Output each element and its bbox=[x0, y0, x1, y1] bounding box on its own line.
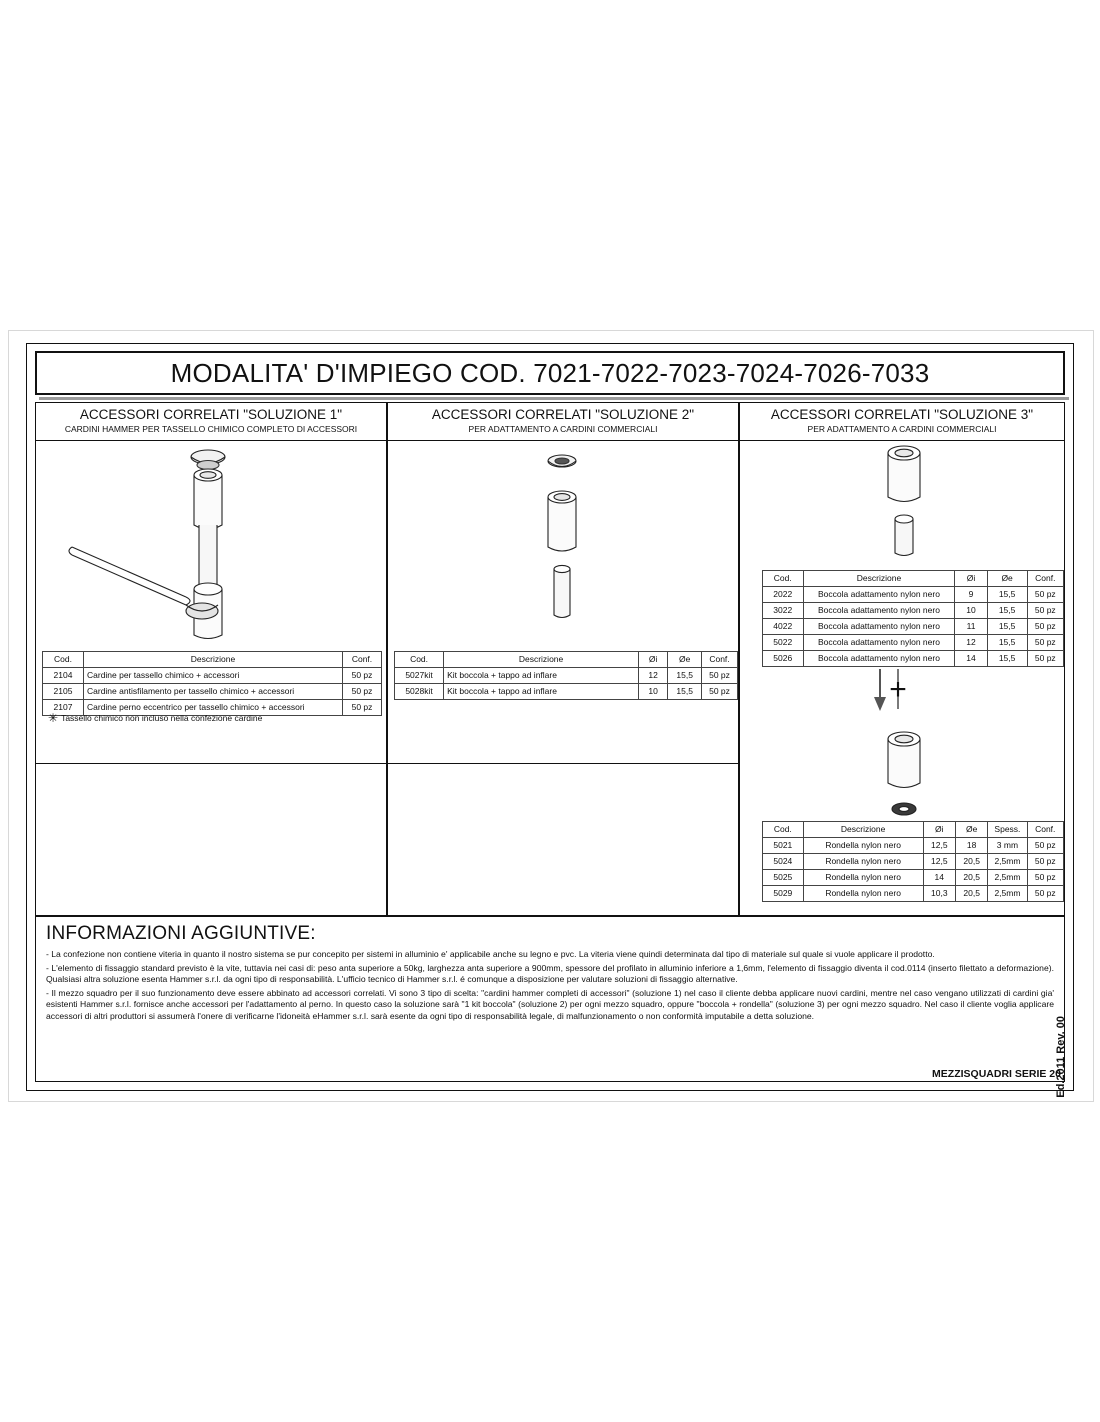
title-shadow bbox=[39, 397, 1069, 400]
cell-conf: 50 pz bbox=[1027, 854, 1063, 870]
cell-diam-est: 20,5 bbox=[955, 886, 987, 902]
info-title: INFORMAZIONI AGGIUNTIVE: bbox=[46, 923, 316, 944]
cell-descrizione: Boccola adattamento nylon nero bbox=[803, 635, 955, 651]
solution-2-divider bbox=[388, 763, 738, 764]
cell-conf: 50 pz bbox=[1027, 838, 1063, 854]
table-row bbox=[43, 684, 382, 700]
solution-2-header bbox=[388, 403, 738, 441]
cell-conf: 50 pz bbox=[702, 684, 738, 700]
table-row bbox=[43, 668, 382, 684]
cell-diam-est: 15,5 bbox=[987, 635, 1027, 651]
solution-1-heading: ACCESSORI CORRELATI "SOLUZIONE 1" bbox=[79, 407, 343, 422]
cell-diam-int: 14 bbox=[955, 651, 987, 667]
cell-cod: 2104 bbox=[43, 668, 84, 684]
cell-descrizione: Boccola adattamento nylon nero bbox=[803, 603, 955, 619]
col-descrizione: Descrizione bbox=[803, 822, 923, 838]
info-paragraph-2: - L'elemento di fissaggio standard previsto è la vite, tuttavia nei casi di: peso anta superiore a 50kg, larghezza anta superiore a 900mm, spessore del profilato in alluminio inferiore a 1,6mm, l'elemento di fissaggio diventa il cod.0114 (inserto filettato a deformazione). Qualsiasi altra soluzione esenta Hammer s.r.l. da ogni tipo di responsabilità. L'ufficio tecnico di Hammer s.r.l. é comunque a disposizione per valutare soluzioni di fissaggio alternative. bbox=[46, 962, 1054, 985]
table-row bbox=[395, 668, 738, 684]
cell-diam-est: 15,5 bbox=[987, 603, 1027, 619]
cell-diam-int: 9 bbox=[955, 587, 987, 603]
cell-cod: 4022 bbox=[763, 619, 804, 635]
solution-2-column bbox=[387, 402, 739, 916]
solution-3-bushing-table-wrap bbox=[762, 570, 1064, 667]
solution-3-drawing-top bbox=[740, 435, 1064, 565]
cell-diam-est: 15,5 bbox=[987, 651, 1027, 667]
solution-3-washer-table-wrap bbox=[762, 821, 1064, 902]
additional-info-box bbox=[35, 916, 1065, 1082]
table-header-row bbox=[43, 652, 382, 668]
cell-cod: 5028kit bbox=[395, 684, 444, 700]
solutions-columns bbox=[35, 402, 1065, 916]
col-cod: Cod. bbox=[395, 652, 444, 668]
cell-cod: 2022 bbox=[763, 587, 804, 603]
cell-diam-est: 15,5 bbox=[668, 684, 702, 700]
table-header-row bbox=[763, 822, 1064, 838]
cell-cod: 5022 bbox=[763, 635, 804, 651]
cell-diam-est: 15,5 bbox=[987, 587, 1027, 603]
cell-diam-int: 12 bbox=[639, 668, 668, 684]
solution-1-column bbox=[35, 402, 387, 916]
title-bar bbox=[35, 351, 1065, 395]
cell-descrizione: Cardine per tassello chimico + accessori bbox=[84, 668, 343, 684]
cell-diam-int: 12 bbox=[955, 635, 987, 651]
solution-2-table bbox=[394, 651, 738, 700]
cell-diam-int: 10 bbox=[639, 684, 668, 700]
solution-3-washer-table bbox=[762, 821, 1064, 902]
asterisk-icon: ✳ bbox=[48, 711, 59, 725]
cell-descrizione: Rondella nylon nero bbox=[803, 854, 923, 870]
solution-2-drawing bbox=[388, 439, 738, 649]
cell-cod: 5026 bbox=[763, 651, 804, 667]
cell-descrizione: Boccola adattamento nylon nero bbox=[803, 651, 955, 667]
cell-descrizione: Rondella nylon nero bbox=[803, 838, 923, 854]
solution-1-table bbox=[42, 651, 382, 716]
solution-2-table-wrap bbox=[394, 651, 738, 700]
col-conf: Conf. bbox=[343, 652, 382, 668]
cell-descrizione: Kit boccola + tappo ad inflare bbox=[444, 684, 639, 700]
col-spessore: Spess. bbox=[988, 822, 1027, 838]
cell-conf: 50 pz bbox=[1027, 635, 1063, 651]
table-header-row bbox=[763, 571, 1064, 587]
cell-conf: 50 pz bbox=[1027, 651, 1063, 667]
cell-conf: 50 pz bbox=[1027, 587, 1063, 603]
cell-diam-int: 14 bbox=[923, 870, 955, 886]
info-paragraph-1: - La confezione non contiene viteria in quanto il nostro sistema se pur concepito per sistemi in alluminio e' applicabile anche su legno e pvc. La viteria viene quindi determinata dal tipo di materiale sul quale si vuole applicare il prodotto. bbox=[46, 949, 935, 959]
table-row bbox=[395, 684, 738, 700]
cell-spessore: 2,5mm bbox=[988, 886, 1027, 902]
cell-descrizione: Kit boccola + tappo ad inflare bbox=[444, 668, 639, 684]
col-conf: Conf. bbox=[1027, 822, 1063, 838]
col-cod: Cod. bbox=[763, 571, 804, 587]
cell-cod: 2105 bbox=[43, 684, 84, 700]
cell-diam-est: 20,5 bbox=[955, 870, 987, 886]
technical-sheet bbox=[26, 343, 1074, 1098]
solution-2-subheading: PER ADATTAMENTO A CARDINI COMMERCIALI bbox=[468, 424, 658, 434]
cell-cod: 5024 bbox=[763, 854, 804, 870]
cell-cod: 5029 bbox=[763, 886, 804, 902]
table-row bbox=[763, 603, 1064, 619]
col-diam-int: Øi bbox=[923, 822, 955, 838]
col-diam-est: Øe bbox=[955, 822, 987, 838]
cell-descrizione: Cardine antisfilamento per tassello chimico + accessori bbox=[84, 684, 343, 700]
col-diam-est: Øe bbox=[987, 571, 1027, 587]
table-row bbox=[763, 870, 1064, 886]
cell-conf: 50 pz bbox=[1027, 603, 1063, 619]
table-row bbox=[763, 838, 1064, 854]
cell-descrizione: Boccola adattamento nylon nero bbox=[803, 587, 955, 603]
cell-diam-int: 12,5 bbox=[923, 838, 955, 854]
plus-arrow-group bbox=[868, 665, 938, 729]
solution-3-bushing-table bbox=[762, 570, 1064, 667]
col-diam-int: Øi bbox=[639, 652, 668, 668]
cell-spessore: 2,5mm bbox=[988, 870, 1027, 886]
cell-diam-int: 10 bbox=[955, 603, 987, 619]
col-descrizione: Descrizione bbox=[84, 652, 343, 668]
svg-text:+: + bbox=[889, 673, 907, 706]
cell-descrizione: Rondella nylon nero bbox=[803, 886, 923, 902]
cell-descrizione: Cardine perno eccentrico per tassello chimico + accessori bbox=[84, 700, 343, 716]
cell-cod: 5025 bbox=[763, 870, 804, 886]
col-conf: Conf. bbox=[1027, 571, 1063, 587]
col-diam-est: Øe bbox=[668, 652, 702, 668]
col-cod: Cod. bbox=[763, 822, 804, 838]
col-cod: Cod. bbox=[43, 652, 84, 668]
cell-cod: 3022 bbox=[763, 603, 804, 619]
table-row bbox=[763, 854, 1064, 870]
cell-diam-int: 10,3 bbox=[923, 886, 955, 902]
cell-conf: 50 pz bbox=[343, 700, 382, 716]
cell-conf: 50 pz bbox=[343, 668, 382, 684]
solution-1-footnote bbox=[48, 711, 262, 725]
table-row bbox=[763, 635, 1064, 651]
cell-conf: 50 pz bbox=[1027, 619, 1063, 635]
solution-3-heading: ACCESSORI CORRELATI "SOLUZIONE 3" bbox=[770, 407, 1034, 422]
col-descrizione: Descrizione bbox=[444, 652, 639, 668]
col-conf: Conf. bbox=[702, 652, 738, 668]
page-title: MODALITA' D'IMPIEGO COD. 7021-7022-7023-7024-7026-7033 bbox=[170, 357, 930, 388]
series-label: MEZZISQUADRI SERIE 20 bbox=[932, 1068, 1061, 1080]
solution-1-drawing bbox=[36, 439, 386, 649]
solution-1-header bbox=[36, 403, 386, 441]
solution-1-divider bbox=[36, 763, 386, 764]
cell-conf: 50 pz bbox=[1027, 870, 1063, 886]
solution-3-column bbox=[739, 402, 1065, 916]
table-row bbox=[763, 619, 1064, 635]
cell-conf: 50 pz bbox=[702, 668, 738, 684]
table-row bbox=[763, 587, 1064, 603]
info-paragraph-3: - Il mezzo squadro per il suo funzionamento deve essere abbinato ad accessori correlati. Vi sono 3 tipo di scelta: "cardini hammer completi di accessori" (soluzione 1) nel caso il cliente debba applicare nuovi cardini, mentre nel caso vengano utilizzati di cardini gia' esistenti Hammer s.r.l. fornisce anche accessori per l'adattamento al perno. In questo caso la soluzione sarà "1 kit boccola" (soluzione 2) per ogni mezzo squadro, oppure "boccola + rondella" (soluzione 3) per ogni mezzo squadro. Nel caso il cliente voglia applicare accessori di altri produttori si assumerà l'onere di verificarne l'idoneità eHammer s.r.l. sarà esente da ogni tipo di responsabilità legale, di malfunzionamento o non conformità imputabile a detta soluzione. bbox=[46, 987, 1054, 1021]
col-descrizione: Descrizione bbox=[803, 571, 955, 587]
table-header-row bbox=[395, 652, 738, 668]
cell-cod: 2107 bbox=[43, 700, 84, 716]
cell-diam-est: 18 bbox=[955, 838, 987, 854]
table-row bbox=[763, 886, 1064, 902]
footnote-text: Tassello chimico non incluso nella confezione cardine bbox=[61, 713, 263, 723]
solution-2-heading: ACCESSORI CORRELATI "SOLUZIONE 2" bbox=[431, 407, 695, 422]
cell-conf: 50 pz bbox=[1027, 886, 1063, 902]
cell-diam-est: 15,5 bbox=[987, 619, 1027, 635]
cell-descrizione: Boccola adattamento nylon nero bbox=[803, 619, 955, 635]
solution-1-subheading: CARDINI HAMMER PER TASSELLO CHIMICO COMPLETO DI ACCESSORI bbox=[64, 424, 358, 434]
cell-diam-int: 11 bbox=[955, 619, 987, 635]
solution-1-table-wrap bbox=[42, 651, 382, 716]
cell-spessore: 3 mm bbox=[988, 838, 1027, 854]
cell-diam-int: 12,5 bbox=[923, 854, 955, 870]
cell-diam-est: 15,5 bbox=[668, 668, 702, 684]
solution-3-subheading: PER ADATTAMENTO A CARDINI COMMERCIALI bbox=[807, 424, 997, 434]
cell-spessore: 2,5mm bbox=[988, 854, 1027, 870]
cell-diam-est: 20,5 bbox=[955, 854, 987, 870]
solution-3-drawing-bottom bbox=[740, 723, 1064, 833]
revision-label: Ed.2011 Rev. 00 bbox=[1055, 1016, 1067, 1098]
cell-descrizione: Rondella nylon nero bbox=[803, 870, 923, 886]
cell-conf: 50 pz bbox=[343, 684, 382, 700]
col-diam-int: Øi bbox=[955, 571, 987, 587]
cell-cod: 5021 bbox=[763, 838, 804, 854]
cell-cod: 5027kit bbox=[395, 668, 444, 684]
